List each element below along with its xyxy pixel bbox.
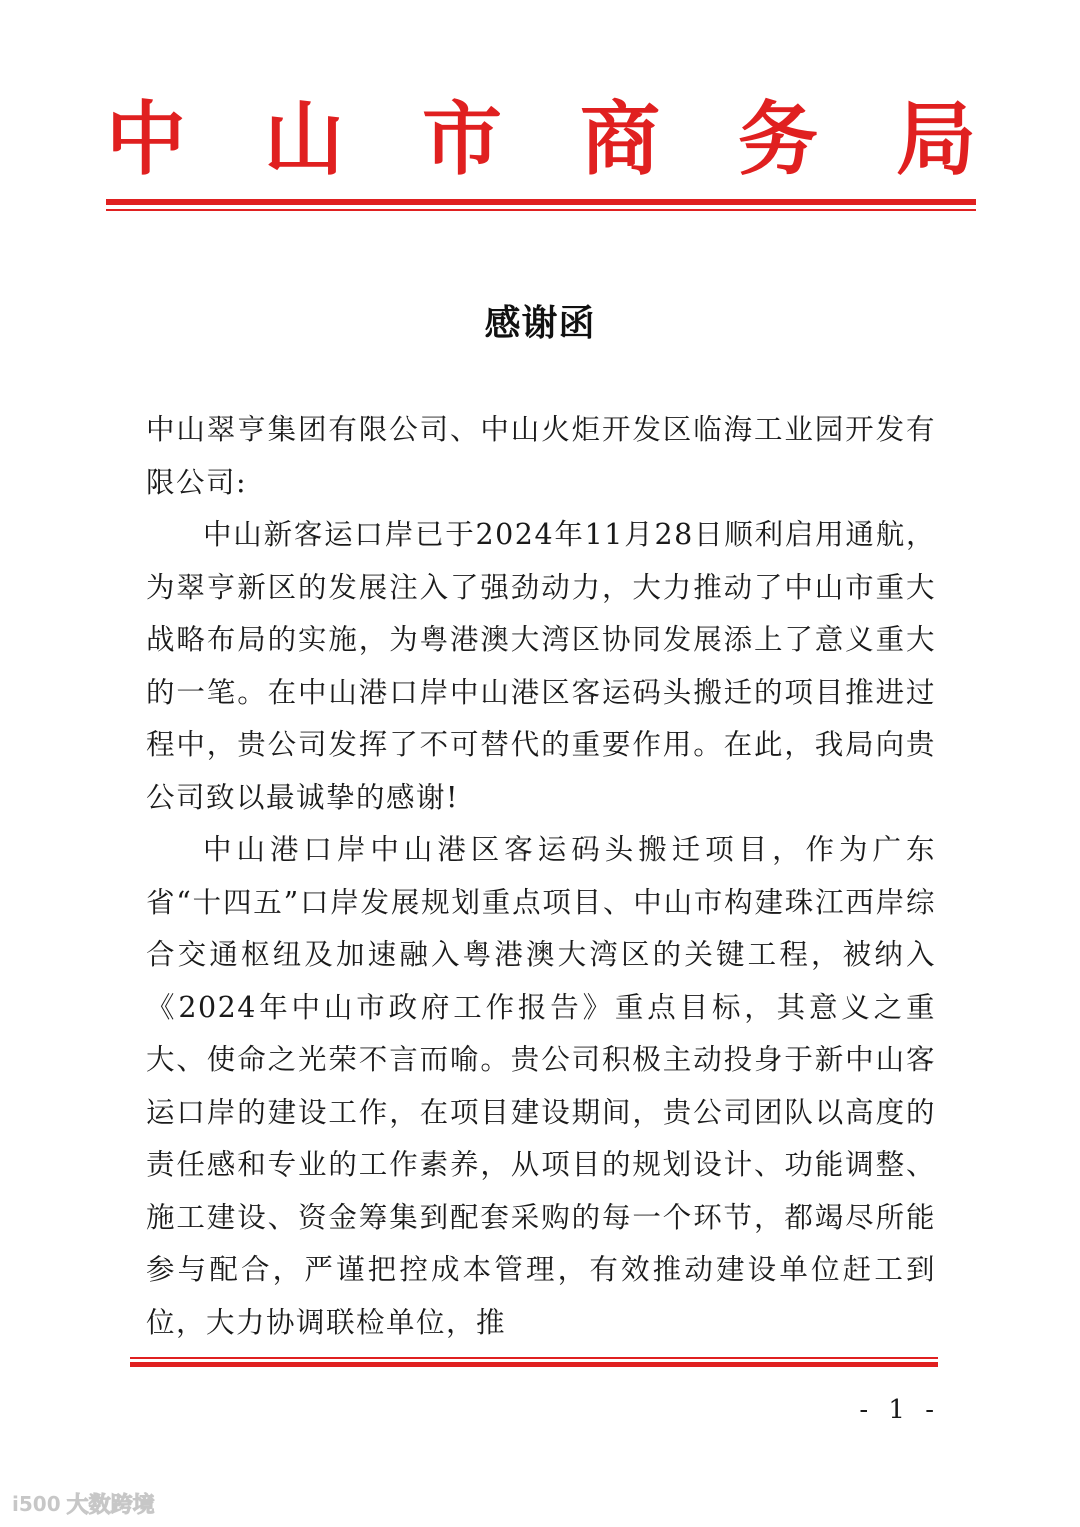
body-paragraph: 中山港口岸中山港区客运码头搬迁项目，作为广东省“十四五”口岸发展规划重点项目、中山市构建珠江西岸综合交通枢纽及加速融入粤港澳大湾区的关键工程，被纳入《2024年中山市政府工作报告》重点目标，其意义之重大、使命之光荣不言而喻。贵公司积极主动投身于新中山客运口岸的建设工作，在项目建设期间，贵公司团队以高度的责任感和专业的工作素养，从项目的规划设计、功能调整、施工建设、资金筹集到配套采购的每一个环节，都竭尽所能参与配合，严谨把控成本管理，有效推动建设单位赶工到位，大力协调联检单位，推 bbox=[146, 833, 936, 1339]
watermark-text: 大数跨境 bbox=[66, 1493, 155, 1518]
header-rule-thin bbox=[106, 209, 976, 211]
document-title: 感谢函 bbox=[484, 303, 596, 344]
letterhead bbox=[106, 92, 976, 188]
footer-rule-thick bbox=[130, 1362, 938, 1367]
document-body bbox=[146, 404, 936, 1349]
header-rule-thick bbox=[106, 199, 976, 205]
watermark bbox=[12, 1488, 155, 1519]
footer-rule-thin bbox=[130, 1357, 938, 1359]
page-number: - 1 - bbox=[859, 1395, 940, 1425]
watermark-logo-icon: i500 bbox=[12, 1491, 61, 1516]
letterhead-char: 中 bbox=[106, 93, 186, 186]
letterhead-char: 局 bbox=[896, 93, 976, 186]
letterhead-char: 市 bbox=[422, 93, 502, 186]
letterhead-char: 山 bbox=[264, 93, 344, 186]
body-paragraph: 中山新客运口岸已于2024年11月28日顺利启用通航，为翠亨新区的发展注入了强劲动力，大力推动了中山市重大战略布局的实施，为粤港澳大湾区协同发展添上了意义重大的一笔。在中山港口岸中山港区客运码头搬迁的项目推进过程中，贵公司发挥了不可替代的重要作用。在此，我局向贵公司致以最诚挚的感谢! bbox=[146, 518, 936, 814]
letterhead-char: 务 bbox=[738, 93, 818, 186]
letterhead-char: 商 bbox=[580, 93, 660, 186]
recipient-line: 中山翠亨集团有限公司、中山火炬开发区临海工业园开发有限公司: bbox=[146, 413, 936, 499]
